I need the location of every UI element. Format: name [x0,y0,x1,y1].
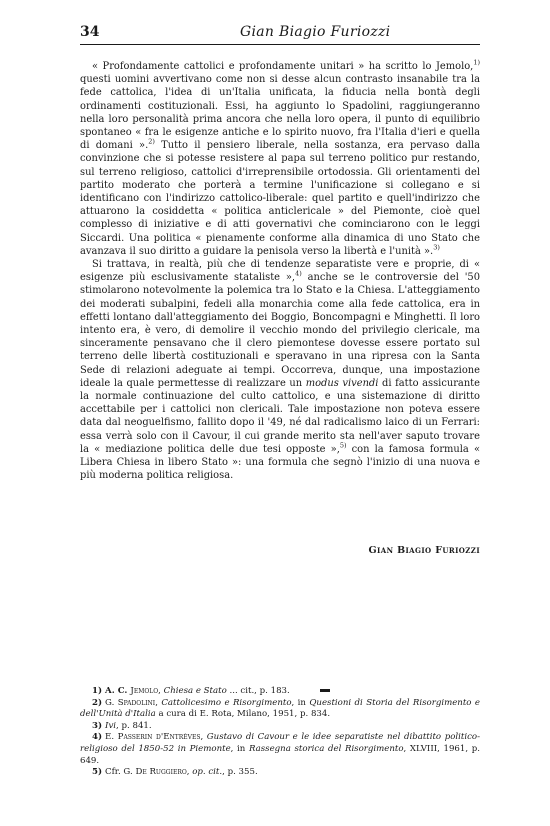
footnote-text: A. C. [105,686,131,696]
paragraph-2: Si trattava, in realtà, più che di tendenze separatiste vere e proprie, di « esigenze più esclusivamente stataliste »,$^{4)}$ anche se le controversie del '50 stimolarono notevolmente la polemica tra lo Stato e la Chiesa. L'atteggiamento dei moderati subalpini, fedeli alla monarchia come alla fede cattolica, era in effetti lontano dall'atteggiamento dei Boggio, Boncompagni e Minghetti. Il loro intento era, è vero, di demolire il vecchio mondo del privilegio clericale, ma sinceramente pensavano che il clero piemontese dovesse essere portato sul terreno delle libertà costituzionali e speravano in una ripresa con la Santa Sede di relazioni adeguate ai tempi. Occorreva, dunque, una impostazione ideale la quale permettesse di realizzare un modus vivendi di fatto assicurante la normale continuazione del culto cattolico, e una sistemazione di diritto accettabile per i cattolici non clericali. Tale impostazione non poteva essere data dal neoguelfismo, fallito dopo il '49, né dal radicalismo laico di un Ferrari: essa verrà solo con il Cavour, il cui grande merito sta nell'aver saputo trovare la « mediazione politica delle due tesi opposte »,$^{5)}$ con la famosa formula « Libera Chiesa in libero Stato »: una formula che segnò l'inizio di una nuova e più moderna politica religiosa. [80,259,480,482]
footnote-text: Spadolini [117,697,156,708]
footnote-text: Ivi [105,720,117,731]
footnote-number: 4) [92,732,103,743]
footnote-4 [80,732,480,767]
footnote-text: , [186,767,193,778]
footnote-ref[interactable]: 2) [148,137,155,146]
footnote-text: G. [105,697,118,708]
footnote-text: op. cit. [192,767,223,778]
footnote-text: , [200,732,207,743]
footnote-number: 5) [92,767,103,778]
footnote-text: Rassegna storica del Risorgimento [248,743,404,754]
running-title: Gian Biagio Furiozzi [240,24,391,40]
paragraph-1: « Profondamente cattolici e profondamente unitari » ha scritto lo Jemolo,$^{1)}$ questi uomini avvertivano come non si desse alcun contrasto insanabile tra la fede cattolica, l'idea di un'Italia unificata, la fiducia nella bontà degli ordinamenti costituzionali. Essi, ha aggiunto lo Spadolini, raggiungeranno nella loro personalità prima ancora che nella loro opera, il punto di equilibrio spontaneo « fra le esigenze antiche e lo spirito nuovo, fra l'Italia d'ieri e quella di domani ».$^{2)}$ Tutto il pensiero liberale, nella sostanza, era pervaso dalla convinzione che si potesse resistere al papa sul terreno politico pur restando, sul terreno religioso, cattolici d'irreprensibile ortodossia. Gli orientamenti del partito moderato che porterà a termine l'unificazione si collegano e si identificano con l'indirizzo cattolico-liberale: quel partito e quell'indirizzo che attuarono la cosiddetta « politica anticlericale » del Piemonte, cioè quel complesso di iniziative e di atti governativi che cominciarono con le leggi Siccardi. Una politica « pienamente conforme alla dinamica di uno Stato che avanzava il suo diritto a guidare la penisola verso la libertà e l'unità ».$^{3)}$ [80,58,480,257]
footnote-text: Jemolo [130,686,159,696]
footnote-text: Passerin d'Entrèves [117,732,201,743]
footnote-text: Questioni di Storia del Risorgimento e dell'Unità d'Italia [80,697,480,720]
footnote-1 [80,686,480,698]
footnote-text: Chiesa e Stato [163,686,227,696]
footnote-number: 3) [92,720,103,731]
footnote-text: Cfr. G. [105,767,136,778]
footnote-number: 1) [92,686,103,696]
footnote-text: De Ruggiero [135,767,187,778]
footnote-text: , [155,697,162,708]
footnote-text: Cattolicesimo e Risorgimento [161,697,292,708]
ink-mark [320,689,330,692]
footnote-number: 2) [92,697,103,708]
footnotes [80,686,480,779]
footnote-ref[interactable]: 5) [339,441,347,450]
footnote-5 [80,767,480,779]
footnote-text: , p. 841. [116,720,152,731]
footnote-ref[interactable]: 1) [473,58,480,67]
page-number: 34 [80,24,100,40]
author-signature: Gian Biagio Furiozzi [368,545,480,556]
header-rule [80,44,480,45]
footnote-text: ... cit., p. 183. [226,686,290,696]
page-header [80,24,480,44]
footnote-2 [80,698,480,721]
footnote-text: , p. 355. [222,767,258,778]
footnote-3 [80,721,480,733]
footnote-text: , in [230,743,249,754]
footnote-ref[interactable]: 4) [295,269,302,278]
footnote-text: E. [105,732,118,743]
footnote-text: , XLVIII, 1961, p. 649. [80,743,480,766]
footnote-text: Gustavo di Cavour e le idee separatiste nel dibattito politico-religioso del 1850-52 in Piemonte [80,732,480,754]
footnote-text: a cura di E. Rota, Milano, 1951, p. 834. [155,709,331,720]
footnote-ref[interactable]: 3) [433,243,440,252]
footnote-text: , [158,686,164,696]
article-body [80,60,480,483]
footnote-text: , in [291,697,310,708]
